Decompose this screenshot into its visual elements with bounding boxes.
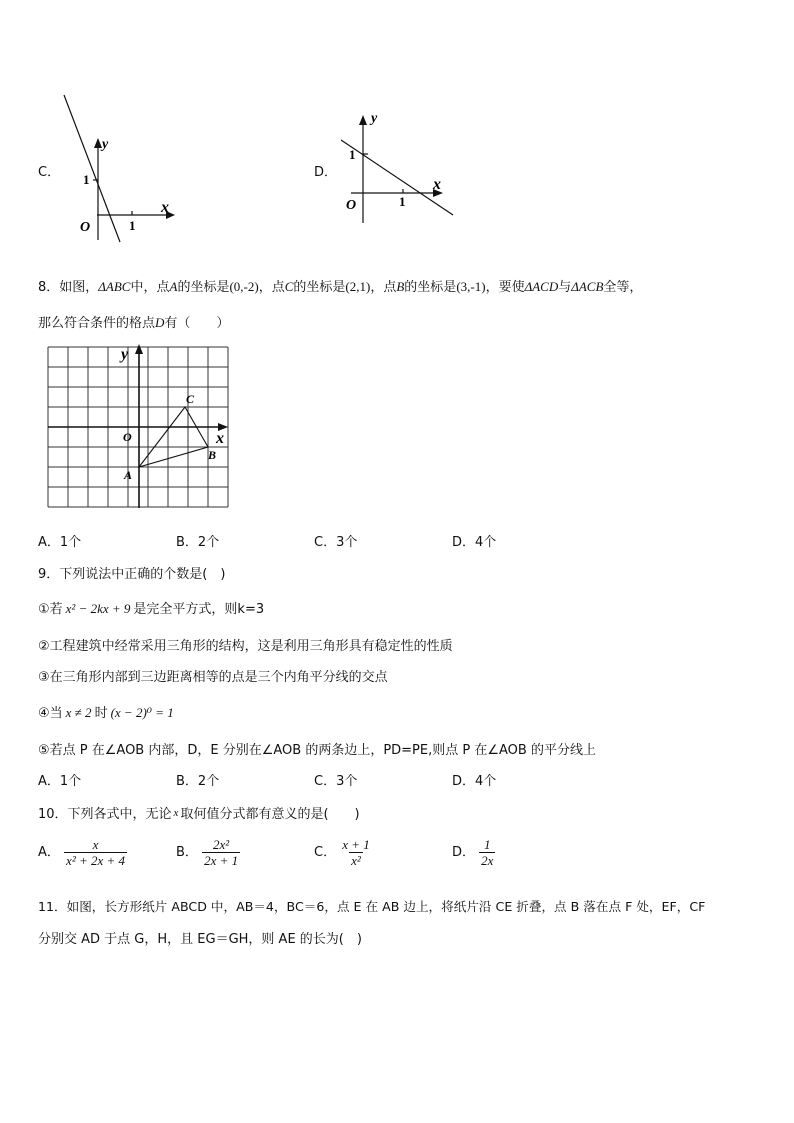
q10-option-c: C． $\frac{x + 1}{\text{x²}}$ [314, 837, 370, 868]
q8-grid-origin-label: O [123, 430, 132, 444]
q8-stem-line2: 那么符合条件的格点D有（ ） [38, 315, 230, 331]
q10-c-fraction: $\frac{x + 1}{\text{x²}}$ [342, 837, 370, 868]
q7-option-d-label: D． [314, 165, 338, 180]
q10-option-a: A． $\frac{x}{\text{x² + 2x + 4}}$ [38, 837, 126, 868]
q9-s1-expression: x² − 2kx + 9 [65, 601, 131, 616]
q7c-y-tick-label: 1 [83, 172, 90, 187]
q8-stem-line1: 8．如图，ΔABC中，点A的坐标是(0,-2)，点C的坐标是(2,1)，点B的坐标是(3,-1)，要使ΔACD与ΔACB全等， [38, 279, 643, 295]
q7d-x-axis-label: x [433, 176, 441, 193]
q7-graph-d [333, 105, 463, 230]
q8-coord-b: (3,-1) [456, 279, 486, 294]
q10-stem: 10．下列各式中，无论 x 取何值分式都有意义的是( ) [38, 807, 360, 822]
q11-stem-line2: 分别交 AD 于点 G，H，且 EG＝GH，则 AE 的长为( ) [38, 932, 362, 947]
q8-option-a: A．1个 [38, 535, 82, 550]
q7c-y-axis-label: y [102, 137, 109, 152]
q8-coord-a: (0,-2) [229, 279, 259, 294]
q8-option-c: C．3个 [314, 535, 358, 550]
q8-triangle-abc-shape [139, 407, 208, 467]
q7c-x-axis-label: x [161, 199, 169, 216]
q9-statement-5: ⑤若点 P 在∠AOB 内部，D，E 分别在∠AOB 的两条边上，PD=PE,则点 P 在∠AOB 的平分线上 [38, 743, 596, 758]
q11-stem-line1: 11．如图，长方形纸片 ABCD 中，AB＝4，BC＝6，点 E 在 AB 边上，将纸片沿 CE 折叠，点 B 落在点 F 处，EF，CF [38, 899, 706, 914]
q10-option-b: B． $\frac{\text{2x²}}{2x + 1}$ [176, 837, 239, 868]
q8-option-d: D．4个 [452, 535, 497, 550]
q9-s4-expression: (x − 2)⁰ = 1 [110, 705, 174, 720]
q7c-origin-label: O [80, 220, 91, 235]
q10-d-fraction: $\frac{1}{2x}$ [481, 837, 494, 868]
q9-option-a: A．1个 [38, 774, 82, 789]
q9-stem: 9．下列说法中正确的个数是( ) [38, 567, 226, 582]
q8-option-b: B．2个 [176, 535, 220, 550]
q8-grid-x-label: x [216, 430, 224, 447]
q9-statement-3: ③在三角形内部到三边距离相等的点是三个内角平分线的交点 [38, 670, 388, 685]
q7-option-c-label: C． [38, 165, 61, 180]
q9-s4-condition: x ≠ 2 [65, 705, 92, 720]
q9-option-c: C．3个 [314, 774, 358, 789]
q8-grid-y-label: y [121, 346, 129, 363]
q8-coord-c: (2,1) [345, 279, 371, 294]
q8-grid-label-c: C [186, 392, 195, 406]
q9-option-d: D．4个 [452, 774, 497, 789]
q9-statement-4: ④当 x ≠ 2 时 (x − 2)⁰ = 1 [38, 705, 174, 721]
q8-grid-label-a: A [124, 468, 133, 482]
q8-grid-figure [40, 340, 240, 515]
q7d-y-tick-label: 1 [349, 147, 356, 162]
q7d-x-tick-label: 1 [399, 194, 406, 209]
q8-triangle-abc: ΔABC [98, 279, 131, 294]
q10-b-fraction: $\frac{\text{2x²}}{2x + 1}$ [204, 837, 239, 868]
q9-statement-1: ①若 x² − 2kx + 9 是完全平方式，则k=3 [38, 601, 265, 617]
q7d-y-axis-label: y [371, 111, 378, 126]
q9-option-b: B．2个 [176, 774, 220, 789]
q7-graph-c [55, 90, 185, 245]
q10-option-d: D． $\frac{1}{2x}$ [452, 837, 494, 868]
q7c-x-tick-label: 1 [129, 218, 136, 233]
q9-statement-2: ②工程建筑中经常采用三角形的结构，这是利用三角形具有稳定性的性质 [38, 639, 453, 654]
q8-grid-label-b: B [208, 448, 217, 462]
q7d-origin-label: O [346, 198, 357, 213]
q10-a-fraction: $\frac{x}{\text{x² + 2x + 4}}$ [66, 837, 126, 868]
